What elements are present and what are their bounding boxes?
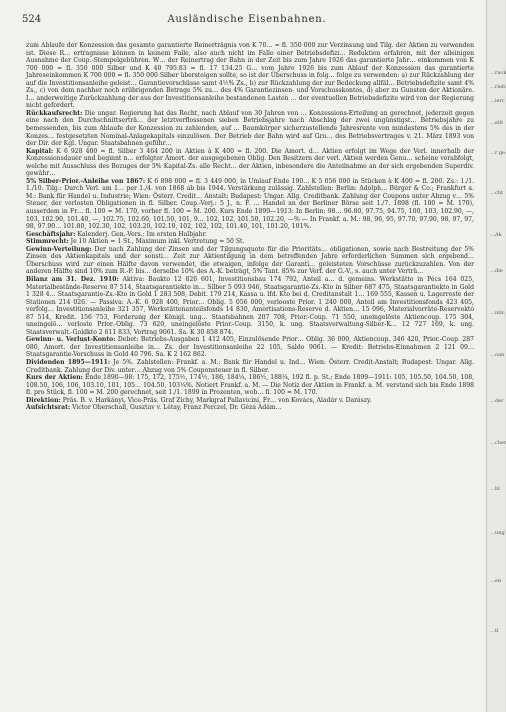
paragraph-text: Je 5%. Zahlstellen: Frankf. a. M.: Bank für Handel u. Ind… Wien: Österr. Credit-Anstalt; Budapest: Ungar. Allg. Creditbank. Zahlung der Div. unter… Abzug von 5% Couponsteuer in fl. Silber.	[26, 358, 474, 374]
paragraph-bilanz	[26, 276, 474, 336]
paragraph-rueckkaufsrecht	[26, 110, 474, 148]
edge-fragment: …ruck	[490, 70, 506, 76]
paragraph-kapital	[26, 148, 474, 178]
paragraph-text: Je 10 Aktien = 1 St., Maximum inkl. Vertretung = 50 St.	[70, 238, 245, 246]
paragraph-lead: Aufsichtsrat:	[26, 404, 71, 412]
paragraph-text: Der nach Zahlung der Zinsen und der Tilgungsquote für die Prioritäts… obligationen, sowie nach Bestreitung der 5% Zinsen des Aktienkapitals und der sonsti… Zeit zur Aktientilgung in dem betreffenden Jahre erforderlichen Summen sich ergebend… Überschuss wird zur einen Hälfte davon verwendet, die etwaigen, infolge der Garanti… geleisteten Vorschüsse zurückzuzahlen. Von der anderen Hälfte sind 10% zum R.-F. bis… derselbe 10% des A.-K. beträgt, 5% Tant. 85% zur Verf. der G.-V., s. auch unter Verträ…	[26, 245, 475, 276]
paragraph-lead: Gewinn- u. Verlust-Konto:	[26, 336, 116, 344]
paragraph-lead: Kapital:	[26, 147, 54, 155]
edge-fragment: …ierr	[490, 98, 505, 104]
edge-fragment: …cher	[490, 440, 506, 446]
paragraph-text: Kalenderj. Gen.-Vers.: Im ersten Halbjahr.	[77, 230, 207, 238]
paragraph-lead: Bilanz am 31. Dez. 1910:	[26, 275, 119, 283]
paragraph-aufsichtsrat	[26, 404, 474, 412]
paragraph-text: K 6 898 000 = fl. 3 449 000, in Umlauf Ende 190… K 5 056 000 in Stücken à K 400 = fl. 200. Zs.: 1./1. 1./10. Tilg.: Durch Verl. am 1… per 1./4. von 1868 ab bis 1944. Verstärkung zulässig. Zahlstellen: Berlin: Adolph… Bürger & Co.; Frankfurt a. M.: Bank für Handel u. Industrie; Wien: Österr. Credit… Anstalt; Budapest: Ungar. Allg. Creditbank. Zahlung der Coupons unter Abzug v… 5% Steuer, der verlosten Obligationen in fl. Silber. Coup.-Verj.: 5 J., n. F. … Handel an der Berliner Börse seit 1./7. 1898 (fl. 100 = M. 170), ausserdem in Fr… fl. 100 = M. 170, vorher fl. 100 = M. 200. Kurs Ende 1899—1913: In Berlin: 98… 96.80, 97.75, 94.75, 100, 103, 102.90, —, 103, 102.90, 101.40, —, 102.75, 102.60, 101.50, 101, 9… 102, 102, 101.50, 102.20, —% — In Frankf. a. M.: 98, 96, 95, 97.70, 97.90, 98, 97, 97, 98, 97.90… 101.80, 102.30, 102, 103.20, 102.10, 102, 102, 102, 101.40, 101, 101.20, 101%.	[26, 177, 475, 231]
edge-fragment: …r ge	[490, 150, 506, 156]
paragraph-lead: Direktion:	[26, 396, 61, 404]
paragraph-text: Debet: Betriebs-Ausgaben 1 412 405, Einzulösende Prior… Oblig. 36 000, Aktiencoup. 346 420, Prior.-Coup. 287 080, Amort. der Investitionsanleihe in… Zs. der Investitionsanleihe 22 105, Saldo 9061. — Kredit: Betriebs-Einnahmen 2 121 09… Staatsgarantie-Vorschuss in Gold 40 796. Sa. K 2 162 862.	[26, 336, 475, 359]
paragraph-guarantee	[26, 42, 474, 110]
page-number: 524	[22, 14, 42, 25]
edge-fragment: …Ak	[490, 232, 502, 238]
paragraph-prior-anleihe	[26, 178, 474, 231]
paragraph-text: Aktiva: Baukto 12 826 601, Investitionsbau 174 792, Anteil a… d. gemeins. Werkstätte in Pécs 164 025, Materialbestände-Reserve 87 514, Staatsgarantiekto in… Silber 5 093 946, Staatsgarantie-Zs.-Kto in Silber 687 475, Staatsgarantiekto in Gold 1 328 4… Staatsgarantie-Zs.-Kto in Gold 1 283 508, Debit. 179 214, Kassa u. lfd. Kto bei d. Creditanstalt 1… 169 555, Kassen u. Lagerreste der Stationen 214 026. — Passiva: A.-K. 6 928 400, Prior… Oblig. 5 056 000, verlooste Prior. 1 240 000, Anteil am Investitionsfonds 423 405, verfolg… Investitionsanleihe 321 357, Werkstättenanteilsfonds 14 830, Amortisations-Reserve d. Aktien… 15 096, Materialvorräte-Reservekto 87 514, Kredit. 156 753, Forderung der Königl. ung… Staatsbahnen 207 708, Prior.-Coup. 71 550, uneingelöste Aktiencoup. 175 304, uneingelö… verloste Prior.-Oblig. 73 620, uneingelöste Prior.-Coup. 3150, k. ung. Staatsverwaltung-Silber-K… 12 727 169, k. ung. Staatsverwalt.-Goldkto 2 611 833, Vortrag 9061. Sa. K 30 858 874.	[26, 275, 475, 336]
edge-fragment: …en	[490, 578, 502, 584]
paragraph-lead: Geschäftsjahr:	[26, 230, 76, 238]
edge-fragment: …tl	[490, 628, 499, 634]
paragraph-lead: Gewinn-Verteilung:	[26, 245, 92, 253]
paragraph-text: K 6 928 400 = fl. Silber 3 464 200 in Aktien à K 400 = fl. 200. Die Amort. d… Aktien erfolgt im Wege der Verl. innerhalb der Konzessionsdauer und beginnt n… erfolgter Amort. der ausgegebenen Oblig. Den Besitzern der verl. Aktien werden Genu… scheine verabfolgt, welche mit Ausschluss des Bezuges der 5% Kapital-Zs. alle Recht… der Aktien, inbesondere die Anteilnahme an der sich ergebenden Superdiv. gewähr…	[26, 147, 475, 178]
paragraph-lead: 5% Silber-Prior.-Anleihe von 1867:	[26, 177, 146, 185]
paragraph-lead: Rückkaufsrecht:	[26, 109, 83, 117]
paragraph-gewinn-verlust	[26, 336, 474, 359]
facing-page-edge	[486, 0, 505, 712]
edge-fragment: …ung	[490, 530, 505, 536]
paragraph-text: Die ungar. Regierung hat das Recht, nach Ablauf von 30 Jahren von … Konzessions-Erteilung an gerechnet, jederzeit gegen eine nach den Durchschnittserträ… der letztverflossenen sieben Betriebsjahre nach Abschlag der zwei ungünstigst… Betriebsjahre zu bemessenden, bis zum Ablaufe der Konzession zu zahlenden, auf … Baumkörper sicherzustellende Jahresrente von mindestens 5% des in der Konzes… festgesetzten Nominal-Anlagekapitals einzulösen. Der Betrieb der Bahn wird auf Gru… des Betriebsvertrages v. 21. März 1893 von der Dir. der Kgl. Ungar. Staatsbahnen geführ…	[26, 109, 475, 148]
paragraph-kurs	[26, 374, 474, 397]
running-title: Ausländische Eisenbahnen.	[167, 14, 327, 25]
paragraph-stimmrecht	[26, 238, 474, 246]
page-header	[22, 14, 472, 28]
paragraph-lead: Dividenden 1895—1911:	[26, 358, 111, 366]
edge-fragment: …ntic	[490, 310, 505, 316]
edge-fragment: …eilt	[490, 120, 504, 126]
paragraph-geschaeftsjahr	[26, 231, 474, 239]
paragraph-lead: Kurs der Aktien:	[26, 374, 83, 382]
paragraph-lead: Stimmrecht:	[26, 238, 69, 246]
paragraph-direktion	[26, 397, 474, 405]
paragraph-text: Präs. B. v. Harkányi, Vice-Präs. Graf Zichy, Markgraf Pallavicini, Fr… von Kovács, Aladár v. Darászy.	[62, 396, 372, 404]
edge-fragment: …rieb	[490, 84, 506, 90]
paragraph-gewinn-verteilung	[26, 246, 474, 276]
paragraph-dividenden	[26, 359, 474, 374]
document-body	[26, 42, 474, 704]
paragraph-text: zum Ablaufe der Konzession das gesamte garantierte Reinerträgnis von K 70… = fl. 350 000 zur Verzinsung und Tilg. der Aktien zu verwenden ist. Diese R… ertragnisse können in keinem Falle, also auch nicht im Falle einer Betriebsdefizi… Reduktion erfahren, mit der alleinigen Ausnahme der Coup.-Stempelgebühren. W… der Reinertrag der Bahn in der Zeit bis zum Jahre 1926 das garantierte Jahr… einkommen von K 700 000 = fl. 350 000 Silber und K 40 795.83 = fl. 17 134.25 G… vom Jahre 1926 bis zum Ablauf der Konzession das garantierte Jahreseinkommen K 700 000 = fl. 350 000 Silber übersteigen sollte, so ist der Überschuss in folg… folge zu verwenden: a) zur Rückzahlung der auf die Investitionsanleihe geleist… Garantievorschüsse samt 4½% Zs., b) zur Rückzahlung der zur Bedeckung allfäl… Betriebsdefizite samt 4% Zs., c) von dem nachher noch erübrigenden Betrage 5% zu… des 4% Garantiezinsen- und Vorschusskontos, d) aber zu Gunsten der Aktionäre. I… anderweitige Zurückzahlung der aus der Investitionsanleihe bestandenen Lasten … der eventuellen Betriebsdefizite wird von der Regierung nicht gefordert.	[26, 42, 474, 110]
paragraph-text: Ende 1890—98: 175, 172, 175½, 174½, 186, 184¼, 186½, 188¼, 192 fl. p. St.; Ende 1899—1911: 105, 105.50, 104.50, 108, 108.50, 106, 106, 103.10, 101, 105… 104.50, 103¼%. Notiert Frankf. a. M. — Die Notiz der Aktien in Frankf. a. M. verstand sich bis Ende 1898 fl. pro Stück, fl. 100 = M. 200 gerechnet, seit 1./1. 1899 in Prozenten, wob… fl. 100 = M. 170.	[26, 374, 475, 397]
edge-fragment: …cht	[490, 190, 504, 196]
edge-fragment: …die	[490, 268, 503, 274]
edge-fragment: …oan	[490, 352, 505, 358]
paragraph-text: Victor Oberschall, Gusztav v. Létay, Franz Perczel, Dr. Géza Adám…	[72, 404, 282, 412]
edge-fragment: …der	[490, 398, 504, 404]
edge-fragment: …hl	[490, 486, 500, 492]
